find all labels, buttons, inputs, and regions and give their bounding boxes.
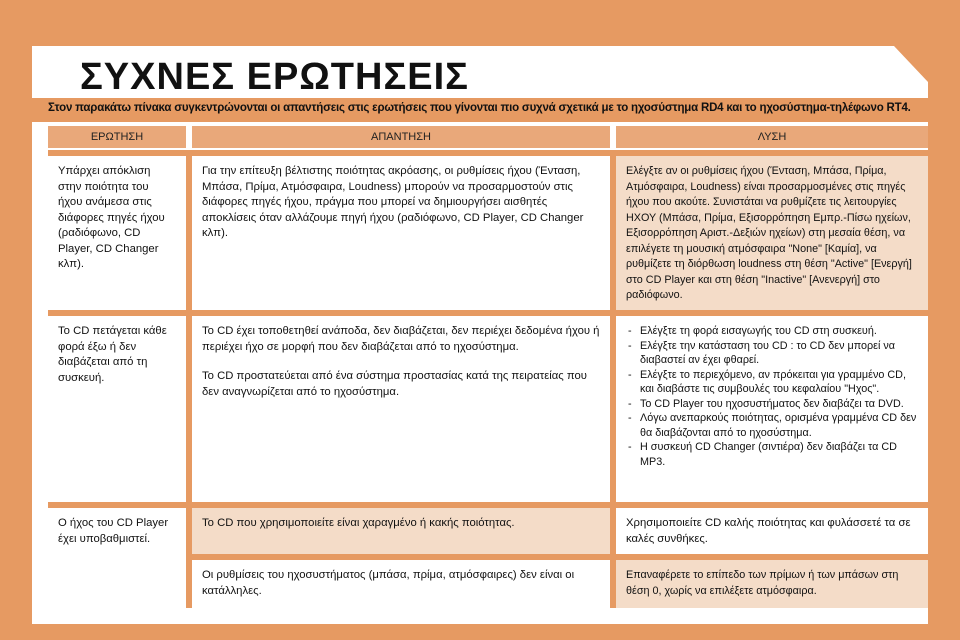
page-number: 213 [891,605,920,622]
row1-solution-text: Ελέγξτε αν οι ρυθμίσεις ήχου (Ένταση, Μπάσα, Πρίμα, Ατμόσφαιρα, Loudness) είναι προσαρμοσμένες στις πηγές ήχου που ακούτε. Συνιστάται να ρυθμίζετε τις λειτουργίες ΗΧΟΥ (Μπάσα, Πρίμα, Εξισορρόπηση Εμπρ.-Πίσω ηχείων, Εξισορρόπηση Αριστ.-Δεξιών ηχείων) στη μεσαία θέση, να επιλέγετε τη μουσική ατμόσφαιρα "None" [Καμία], να ρυθμίζετε τη διόρθωση loudness στη θέση "Active" [Ενεργή] στο CD Player και στη θέση "Inactive" [Ανενεργή] στο ραδιόφωνο. [626,165,912,301]
list-item: - Ελέγξτε το περιεχόμενο, αν πρόκειται για γραμμένο CD, και διαβάστε τις συμβουλές του κεφαλαίου "Ηχος". [626,368,918,397]
row2-solution-list [626,324,918,469]
row2-answer-text-1: Το CD έχει τοποθετηθεί ανάποδα, δεν διαβάζεται, δεν περιέχει δεδομένα ήχου ή περιέχει ήχο σε μορφή που δεν διαβάζεται από το ηχοσύστημα. [202,325,600,353]
row2-answer-text-2: Το CD προστατεύεται από ένα σύστημα προστασίας κατά της πειρατείας που δεν αναγνωρίζεται από το ηχοσύστημα. [202,370,587,398]
row4-answer [192,560,610,608]
row1-solution [616,156,928,310]
row2-answer [192,316,610,502]
intro-text: Στον παρακάτω πίνακα συγκεντρώνονται οι απαντήσεις στις ερωτήσεις που γίνονται πιο συχνά σχετικά με το ηχοσύστημα RD4 και το ηχοσύστημα-τηλέφωνο RT4. [48,102,911,114]
row3-question [48,508,186,608]
row1-answer [192,156,610,310]
header-question: ΕΡΩΤΗΣΗ [48,126,186,148]
list-item: - Η συσκευή CD Changer (σιντιέρα) δεν διαβάζει τα CD MP3. [626,440,918,469]
row2-solution [616,316,928,502]
row2-question [48,316,186,502]
list-item: - Ελέγξτε τη φορά εισαγωγής του CD στη συσκευή. [626,324,918,339]
list-item: - Το CD Player του ηχοσυστήματος δεν διαβάζει τα DVD. [626,397,918,412]
row4-answer-text: Οι ρυθμίσεις του ηχοσυστήματος (μπάσα, πρίμα, ατμόσφαιρες) δεν είναι οι κατάλληλες. [202,569,575,597]
row3-question-text: Ο ήχος του CD Player έχει υποβαθμιστεί. [58,517,169,545]
row1-question-text: Υπάρχει απόκλιση στην ποιότητα του ήχου ανάμεσα στις διάφορες πηγές ήχου (ραδιόφωνο, CD Player, CD Changer κλπ). [58,165,165,270]
list-item: - Λόγω ανεπαρκούς ποιότητας, ορισμένα γραμμένα CD δεν θα διαβάζονται από το ηχοσύστημα. [626,411,918,440]
row3-solution-text: Χρησιμοποιείτε CD καλής ποιότητας και φυλάσσετέ τα σε καλές συνθήκες. [626,517,911,545]
header-answer: ΑΠΑΝΤΗΣΗ [192,126,610,148]
row4-solution-text: Επαναφέρετε το επίπεδο των πρίμων ή των μπάσων στη θέση 0, χωρίς να επιλέξετε ατμόσφαιρα. [626,569,899,597]
header-solution: ΛΥΣΗ [616,126,928,148]
row3-solution [616,508,928,554]
row2-question-text: Το CD πετάγεται κάθε φορά έξω ή δεν διαβάζεται από τη συσκευή. [58,325,167,384]
row1-answer-text: Για την επίτευξη βέλτιστης ποιότητας ακρόασης, οι ρυθμίσεις ήχου (Ένταση, Μπάσα, Πρίμα, Ατμόσφαιρα, Loudness) μπορούν να προσαρμοστούν στις διάφορες πηγές ήχου, πράγμα που μπορεί να δημιουργήσει αισθητές αποκλίσεις όταν αλλάζουμε πηγή ήχου (ραδιόφωνο, CD Player, CD Changer κλπ). [202,165,584,239]
list-item: - Ελέγξτε την κατάσταση του CD : το CD δεν μπορεί να διαβαστεί αν έχει φθαρεί. [626,339,918,368]
page-title: ΣΥΧΝΕΣ ΕΡΩΤΗΣΕΙΣ [80,56,469,98]
row3-answer [192,508,610,554]
row3-answer-text: Το CD που χρησιμοποιείτε είναι χαραγμένο ή κακής ποιότητας. [202,517,515,529]
row1-question [48,156,186,310]
row4-solution [616,560,928,608]
